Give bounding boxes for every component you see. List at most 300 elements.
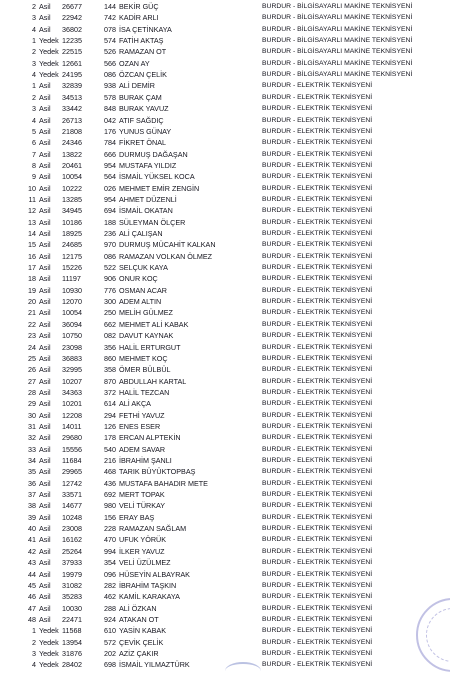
table-row — [0, 433, 450, 442]
row-name: ÖZCAN ÇELİK — [119, 70, 167, 80]
row-type: Asil — [39, 263, 51, 273]
row-type: Asil — [39, 467, 51, 477]
row-name: İSA ÇETİNKAYA — [119, 24, 172, 34]
row-number: 2 — [32, 47, 36, 57]
table-row — [0, 411, 450, 420]
row-code: 540 — [104, 444, 116, 454]
row-type: Asil — [39, 365, 51, 375]
table-row — [0, 626, 450, 635]
row-type: Asil — [39, 160, 51, 170]
row-code: 692 — [104, 490, 116, 500]
row-name: YUNUS GÜNAY — [119, 126, 172, 136]
row-type: Asil — [39, 229, 51, 238]
row-id: 33571 — [62, 490, 82, 500]
row-name: VELİ ÜZÜLMEZ — [119, 558, 171, 568]
row-name: ALİ ÖZKAN — [119, 603, 157, 613]
row-id: 23098 — [62, 342, 82, 352]
row-type: Asil — [39, 2, 51, 11]
row-code: 078 — [104, 24, 116, 34]
row-number: 13 — [28, 217, 36, 227]
row-type: Asil — [39, 274, 51, 284]
row-code: 126 — [104, 421, 116, 431]
row-code: 354 — [104, 558, 116, 568]
row-id: 20461 — [62, 160, 82, 170]
row-id: 32995 — [62, 365, 82, 375]
row-code: 288 — [104, 603, 116, 613]
row-id: 12235 — [62, 36, 82, 46]
row-id: 36094 — [62, 319, 82, 329]
row-number: 2 — [32, 92, 36, 102]
row-number: 3 — [32, 648, 36, 658]
row-name: RAMAZAN SAĞLAM — [119, 524, 187, 534]
row-program: BURDUR - ELEKTRİK TEKNİSYENİ — [262, 638, 373, 646]
row-number: 43 — [28, 558, 36, 568]
row-type: Asil — [39, 319, 51, 329]
row-id: 12208 — [62, 410, 82, 420]
row-name: KAMİL KARAKAYA — [119, 592, 180, 602]
row-type: Yedek — [39, 36, 59, 46]
row-program: BURDUR - ELEKTRİK TEKNİSYENİ — [262, 570, 373, 578]
row-name: DURMUŞ DAĞAŞAN — [119, 149, 188, 159]
row-program: BURDUR - ELEKTRİK TEKNİSYENİ — [262, 218, 373, 226]
row-program: BURDUR - ELEKTRİK TEKNİSYENİ — [262, 422, 373, 430]
row-program: BURDUR - ELEKTRİK TEKNİSYENİ — [262, 400, 373, 408]
row-id: 10054 — [62, 172, 82, 182]
row-type: Asil — [39, 251, 51, 261]
row-id: 12175 — [62, 251, 82, 261]
row-code: 096 — [104, 569, 116, 579]
row-name: BURAK YAVUZ — [119, 104, 169, 114]
row-number: 39 — [28, 512, 36, 522]
row-name: RAMAZAN VOLKAN ÖLMEZ — [119, 251, 213, 261]
row-name: OSMAN ACAR — [119, 285, 167, 295]
row-name: ATIF SAĞDIÇ — [119, 115, 164, 125]
table-row — [0, 604, 450, 613]
row-name: ADEM ALTIN — [119, 297, 162, 307]
row-type: Asil — [39, 342, 51, 352]
table-row — [0, 308, 450, 317]
row-type: Asil — [39, 558, 51, 568]
row-type: Asil — [39, 410, 51, 420]
row-number: 4 — [32, 70, 36, 80]
row-type: Asil — [39, 285, 51, 295]
row-name: HALİL ERTURGUT — [119, 342, 181, 352]
row-name: ÖMER BÜLBÜL — [119, 365, 171, 375]
row-name: SELÇUK KAYA — [119, 263, 168, 273]
row-type: Asil — [39, 149, 51, 159]
row-number: 10 — [28, 183, 36, 193]
row-name: MUSTAFA YILDIZ — [119, 160, 177, 170]
row-number: 16 — [28, 251, 36, 261]
table-row — [0, 638, 450, 647]
row-id: 31876 — [62, 648, 82, 658]
row-program: BURDUR - BİLGİSAYARLI MAKİNE TEKNİSYENİ — [262, 14, 413, 22]
row-program: BURDUR - ELEKTRİK TEKNİSYENİ — [262, 627, 373, 635]
row-id: 10222 — [62, 183, 82, 193]
row-program: BURDUR - BİLGİSAYARLI MAKİNE TEKNİSYENİ — [262, 48, 413, 56]
table-row — [0, 445, 450, 454]
row-code: 178 — [104, 433, 116, 443]
row-program: BURDUR - ELEKTRİK TEKNİSYENİ — [262, 116, 373, 124]
row-name: İBRAHİM ŞANLI — [119, 456, 172, 465]
row-program: BURDUR - ELEKTRİK TEKNİSYENİ — [262, 320, 373, 328]
row-name: İSMAİL YILMAZTÜRK — [119, 660, 190, 670]
row-type: Asil — [39, 217, 51, 227]
row-id: 10750 — [62, 331, 82, 341]
row-name: HÜSEYİN ALBAYRAK — [119, 569, 190, 579]
row-name: ALİ ÇALIŞAN — [119, 229, 163, 238]
row-code: 776 — [104, 285, 116, 295]
row-id: 12742 — [62, 478, 82, 488]
row-code: 924 — [104, 614, 116, 624]
row-id: 10030 — [62, 603, 82, 613]
row-number: 48 — [28, 614, 36, 624]
row-number: 34 — [28, 456, 36, 465]
table-row — [0, 127, 450, 136]
row-name: HALİL TEZCAN — [119, 387, 170, 397]
row-number: 17 — [28, 263, 36, 273]
row-type: Asil — [39, 126, 51, 136]
row-program: BURDUR - ELEKTRİK TEKNİSYENİ — [262, 411, 373, 419]
row-code: 042 — [104, 115, 116, 125]
row-program: BURDUR - ELEKTRİK TEKNİSYENİ — [262, 207, 373, 215]
row-number: 35 — [28, 467, 36, 477]
row-id: 10248 — [62, 512, 82, 522]
row-code: 614 — [104, 399, 116, 409]
row-code: 086 — [104, 251, 116, 261]
row-code: 372 — [104, 387, 116, 397]
row-program: BURDUR - ELEKTRİK TEKNİSYENİ — [262, 604, 373, 612]
table-row — [0, 365, 450, 374]
row-code: 216 — [104, 456, 116, 465]
table-row — [0, 286, 450, 295]
row-code: 358 — [104, 365, 116, 375]
row-code: 742 — [104, 13, 116, 23]
row-program: BURDUR - ELEKTRİK TEKNİSYENİ — [262, 491, 373, 499]
row-id: 12661 — [62, 58, 82, 68]
row-program: BURDUR - ELEKTRİK TEKNİSYENİ — [262, 309, 373, 317]
row-name: İLKER YAVUZ — [119, 546, 165, 556]
row-type: Asil — [39, 92, 51, 102]
row-program: BURDUR - ELEKTRİK TEKNİSYENİ — [262, 93, 373, 101]
row-id: 34513 — [62, 92, 82, 102]
row-name: UFUK YÖRÜK — [119, 535, 166, 545]
row-number: 1 — [32, 81, 36, 91]
row-number: 11 — [28, 194, 36, 204]
row-number: 4 — [32, 660, 36, 670]
row-program: BURDUR - BİLGİSAYARLI MAKİNE TEKNİSYENİ — [262, 71, 413, 79]
row-name: OZAN AY — [119, 58, 150, 68]
row-type: Asil — [39, 433, 51, 443]
row-id: 10186 — [62, 217, 82, 227]
row-type: Asil — [39, 81, 51, 91]
row-id: 31082 — [62, 580, 82, 590]
row-code: 906 — [104, 274, 116, 284]
row-name: İSMAİL OKATAN — [119, 206, 173, 216]
row-type: Asil — [39, 421, 51, 431]
row-name: FETHİ YAVUZ — [119, 410, 165, 420]
row-program: BURDUR - ELEKTRİK TEKNİSYENİ — [262, 547, 373, 555]
row-name: ÇEVİK ÇELİK — [119, 637, 164, 647]
row-code: 666 — [104, 149, 116, 159]
row-code: 566 — [104, 58, 116, 68]
row-id: 15226 — [62, 263, 82, 273]
row-number: 40 — [28, 524, 36, 534]
row-id: 32839 — [62, 81, 82, 91]
table-row — [0, 399, 450, 408]
row-code: 970 — [104, 240, 116, 250]
row-code: 462 — [104, 592, 116, 602]
row-code: 470 — [104, 535, 116, 545]
row-program: BURDUR - ELEKTRİK TEKNİSYENİ — [262, 479, 373, 487]
row-code: 578 — [104, 92, 116, 102]
row-code: 870 — [104, 376, 116, 386]
table-row — [0, 104, 450, 113]
table-row — [0, 13, 450, 22]
row-id: 36802 — [62, 24, 82, 34]
row-id: 11684 — [62, 456, 82, 465]
table-row — [0, 320, 450, 329]
row-name: DAVUT KAYNAK — [119, 331, 174, 341]
row-program: BURDUR - ELEKTRİK TEKNİSYENİ — [262, 525, 373, 533]
row-id: 24685 — [62, 240, 82, 250]
row-code: 980 — [104, 501, 116, 511]
row-name: MERT TOPAK — [119, 490, 165, 500]
row-program: BURDUR - ELEKTRİK TEKNİSYENİ — [262, 502, 373, 510]
row-code: 848 — [104, 104, 116, 114]
row-number: 37 — [28, 490, 36, 500]
table-row — [0, 649, 450, 658]
row-program: BURDUR - ELEKTRİK TEKNİSYENİ — [262, 139, 373, 147]
row-type: Asil — [39, 331, 51, 341]
row-number: 29 — [28, 399, 36, 409]
row-name: MEHMET KOÇ — [119, 353, 168, 363]
row-code: 954 — [104, 194, 116, 204]
row-name: ADEM SAVAR — [119, 444, 166, 454]
table-row — [0, 535, 450, 544]
row-name: MEHMET ALİ KABAK — [119, 319, 189, 329]
table-row — [0, 150, 450, 159]
table-row — [0, 172, 450, 181]
row-type: Asil — [39, 308, 51, 318]
table-row — [0, 184, 450, 193]
row-number: 2 — [32, 2, 36, 11]
row-code: 144 — [104, 2, 116, 11]
row-number: 6 — [32, 138, 36, 148]
row-name: FATİH AKTAŞ — [119, 36, 164, 46]
row-name: VELİ TÜRKAY — [119, 501, 166, 511]
row-id: 11568 — [62, 626, 82, 636]
row-type: Asil — [39, 592, 51, 602]
row-name: KADİR ARLI — [119, 13, 159, 23]
row-program: BURDUR - ELEKTRİK TEKNİSYENİ — [262, 105, 373, 113]
row-program: BURDUR - ELEKTRİK TEKNİSYENİ — [262, 264, 373, 272]
row-id: 13954 — [62, 637, 82, 647]
row-number: 2 — [32, 637, 36, 647]
row-code: 188 — [104, 217, 116, 227]
row-name: YASİN KABAK — [119, 626, 167, 636]
row-type: Asil — [39, 172, 51, 182]
row-id: 10207 — [62, 376, 82, 386]
table-row — [0, 206, 450, 215]
row-name: İBRAHİM TAŞKIN — [119, 580, 177, 590]
row-id: 26713 — [62, 115, 82, 125]
table-row — [0, 81, 450, 90]
table-row — [0, 422, 450, 431]
row-name: İSMAİL YÜKSEL KOCA — [119, 172, 195, 182]
row-program: BURDUR - ELEKTRİK TEKNİSYENİ — [262, 127, 373, 135]
row-program: BURDUR - ELEKTRİK TEKNİSYENİ — [262, 161, 373, 169]
row-program: BURDUR - ELEKTRİK TEKNİSYENİ — [262, 366, 373, 374]
row-id: 26677 — [62, 2, 82, 11]
row-program: BURDUR - ELEKTRİK TEKNİSYENİ — [262, 286, 373, 294]
table-row — [0, 47, 450, 56]
row-number: 15 — [28, 240, 36, 250]
row-type: Asil — [39, 115, 51, 125]
row-type: Asil — [39, 456, 51, 465]
row-code: 938 — [104, 81, 116, 91]
row-name: ERAY BAŞ — [119, 512, 155, 522]
row-number: 22 — [28, 319, 36, 329]
row-type: Yedek — [39, 47, 59, 57]
row-name: ERCAN ALPTEKİN — [119, 433, 181, 443]
row-type: Asil — [39, 490, 51, 500]
row-type: Asil — [39, 603, 51, 613]
row-program: BURDUR - ELEKTRİK TEKNİSYENİ — [262, 275, 373, 283]
row-program: BURDUR - ELEKTRİK TEKNİSYENİ — [262, 434, 373, 442]
table-row — [0, 229, 450, 238]
row-type: Asil — [39, 206, 51, 216]
row-number: 1 — [32, 36, 36, 46]
row-program: BURDUR - ELEKTRİK TEKNİSYENİ — [262, 581, 373, 589]
table-row — [0, 263, 450, 272]
row-number: 31 — [28, 421, 36, 431]
row-type: Yedek — [39, 637, 59, 647]
row-program: BURDUR - BİLGİSAYARLI MAKİNE TEKNİSYENİ — [262, 59, 413, 67]
table-row — [0, 70, 450, 79]
table-row — [0, 2, 450, 11]
row-number: 14 — [28, 229, 36, 238]
row-type: Asil — [39, 546, 51, 556]
row-number: 32 — [28, 433, 36, 443]
row-code: 698 — [104, 660, 116, 670]
row-code: 082 — [104, 331, 116, 341]
row-code: 026 — [104, 183, 116, 193]
row-name: ONUR KOÇ — [119, 274, 158, 284]
table-row — [0, 354, 450, 363]
table-row — [0, 36, 450, 45]
row-number: 24 — [28, 342, 36, 352]
row-code: 236 — [104, 229, 116, 238]
row-id: 28402 — [62, 660, 82, 670]
row-id: 14011 — [62, 421, 82, 431]
row-number: 28 — [28, 387, 36, 397]
row-code: 086 — [104, 70, 116, 80]
row-code: 994 — [104, 546, 116, 556]
row-number: 26 — [28, 365, 36, 375]
row-program: BURDUR - ELEKTRİK TEKNİSYENİ — [262, 82, 373, 90]
row-number: 3 — [32, 13, 36, 23]
row-type: Asil — [39, 138, 51, 148]
row-name: MEHMET EMİR ZENGİN — [119, 183, 200, 193]
row-number: 44 — [28, 569, 36, 579]
row-number: 25 — [28, 353, 36, 363]
row-name: MELİH GÜLMEZ — [119, 308, 173, 318]
row-number: 20 — [28, 297, 36, 307]
row-program: BURDUR - ELEKTRİK TEKNİSYENİ — [262, 536, 373, 544]
row-id: 24195 — [62, 70, 82, 80]
row-program: BURDUR - ELEKTRİK TEKNİSYENİ — [262, 661, 373, 669]
row-type: Asil — [39, 501, 51, 511]
row-id: 22471 — [62, 614, 82, 624]
row-type: Asil — [39, 614, 51, 624]
row-type: Asil — [39, 297, 51, 307]
row-type: Yedek — [39, 58, 59, 68]
row-number: 4 — [32, 24, 36, 34]
table-row — [0, 195, 450, 204]
row-id: 25264 — [62, 546, 82, 556]
row-id: 16162 — [62, 535, 82, 545]
row-code: 572 — [104, 637, 116, 647]
row-code: 522 — [104, 263, 116, 273]
table-row — [0, 456, 450, 465]
row-id: 34945 — [62, 206, 82, 216]
row-number: 18 — [28, 274, 36, 284]
row-id: 10930 — [62, 285, 82, 295]
row-code: 294 — [104, 410, 116, 420]
row-id: 23008 — [62, 524, 82, 534]
row-id: 22942 — [62, 13, 82, 23]
row-name: DURMUŞ MÜCAHİT KALKAN — [119, 240, 216, 250]
table-row — [0, 501, 450, 510]
row-type: Asil — [39, 580, 51, 590]
row-program: BURDUR - ELEKTRİK TEKNİSYENİ — [262, 184, 373, 192]
row-name: ATAKAN OT — [119, 614, 159, 624]
row-program: BURDUR - BİLGİSAYARLI MAKİNE TEKNİSYENİ — [262, 25, 413, 33]
row-name: ALİ AKÇA — [119, 399, 151, 409]
table-row — [0, 570, 450, 579]
row-name: RAMAZAN OT — [119, 47, 167, 57]
table-row — [0, 479, 450, 488]
row-type: Asil — [39, 104, 51, 114]
row-name: SÜLEYMAN ÖLÇER — [119, 217, 186, 227]
row-number: 19 — [28, 285, 36, 295]
row-name: TARIK BÜYÜKTOPBAŞ — [119, 467, 196, 477]
row-number: 38 — [28, 501, 36, 511]
row-number: 45 — [28, 580, 36, 590]
row-code: 526 — [104, 47, 116, 57]
row-program: BURDUR - ELEKTRİK TEKNİSYENİ — [262, 298, 373, 306]
row-code: 468 — [104, 467, 116, 477]
row-number: 8 — [32, 160, 36, 170]
row-code: 156 — [104, 512, 116, 522]
row-program: BURDUR - ELEKTRİK TEKNİSYENİ — [262, 559, 373, 567]
row-name: AHMET DÜZENLİ — [119, 194, 177, 204]
row-code: 300 — [104, 297, 116, 307]
table-row — [0, 161, 450, 170]
row-id: 10201 — [62, 399, 82, 409]
row-name: BURAK ÇAM — [119, 92, 162, 102]
table-row — [0, 274, 450, 283]
table-row — [0, 25, 450, 34]
row-type: Asil — [39, 535, 51, 545]
row-id: 15556 — [62, 444, 82, 454]
row-type: Yedek — [39, 626, 59, 636]
table-row — [0, 524, 450, 533]
row-name: AZİZ ÇAKIR — [119, 648, 159, 658]
table-row — [0, 297, 450, 306]
table-row — [0, 490, 450, 499]
